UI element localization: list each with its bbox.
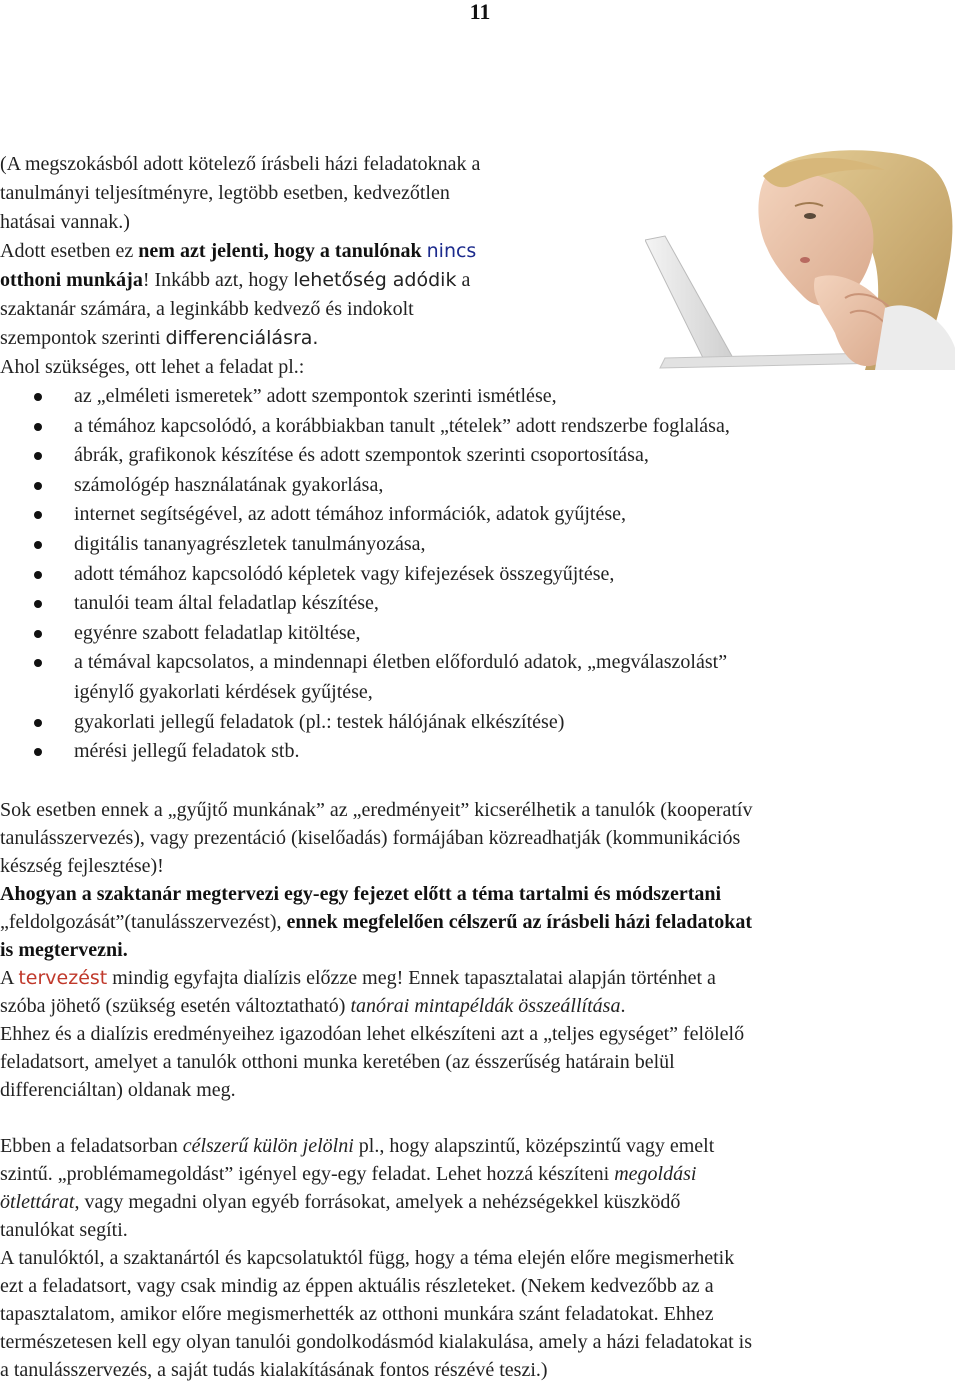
intro-line: szaktanár számára, a leginkább kedvező és indokolt: [0, 298, 414, 320]
text-run: szintű. „problémamegoldást” igényel egy-egy feladat. Lehet hozzá készíteni: [0, 1163, 615, 1185]
bullet-icon: [34, 630, 42, 638]
intro-line: [0, 237, 640, 266]
text-run: a: [456, 269, 471, 291]
list-item: [0, 441, 950, 471]
text-run: „feldolgozását”(tanulásszervezést),: [0, 911, 287, 933]
list-item-text: igénylő gyakorlati kérdések gyűjtése,: [74, 680, 373, 703]
list-item-text: egyénre szabott feladatlap kitöltése,: [74, 621, 361, 644]
text-line: készség fejlesztése)!: [0, 855, 164, 877]
bullet-icon: [34, 482, 42, 490]
list-item-text: a témához kapcsolódó, a korábbiakban tanult „tételek” adott rendszerbe foglalása,: [74, 414, 730, 437]
bullet-icon: [34, 511, 42, 519]
list-item: [0, 560, 950, 590]
text-run: szempontok szerinti: [0, 327, 166, 349]
italic-text: célszerű külön jelölni: [182, 1135, 354, 1157]
list-item: [0, 619, 950, 649]
text-run: mindig egyfajta dialízis előzze meg! Ennek tapasztalatai alapján történhet a: [107, 967, 716, 989]
body-text: [0, 796, 952, 1384]
text-line: tanulásszervezés), vagy prezentáció (kiselőadás) formájában közreadhatják (kommunikációs: [0, 827, 741, 849]
text-run: A: [0, 967, 19, 989]
intro-line: Ahol szükséges, ott lehet a feladat pl.:: [0, 356, 305, 378]
emphasis-differencialas: differenciálásra.: [165, 327, 319, 349]
text-line: differenciáltan) oldanak meg.: [0, 1079, 236, 1101]
bold-text: otthoni munkája: [0, 269, 143, 291]
list-item-text: adott témához kapcsolódó képletek vagy kifejezések összegyűjtése,: [74, 562, 615, 585]
bold-text: ennek megfelelően célszerű az írásbeli házi feladatokat: [286, 911, 752, 933]
list-item: [0, 500, 950, 530]
text-line: tapasztalatom, amikor előre megismerhették az otthoni munkára szánt feladatokat. Ehhez: [0, 1303, 714, 1325]
text-run: Ebben a feladatsorban: [0, 1135, 183, 1157]
bullet-icon: [34, 452, 42, 460]
woman-laptop-photo: [645, 148, 955, 370]
list-item-text: internet segítségével, az adott témához információk, adatok gyűjtése,: [74, 503, 627, 526]
list-item-text: a témával kapcsolatos, a mindennapi életben előforduló adatok, „megválaszolást”: [74, 651, 728, 674]
bullet-icon: [34, 423, 42, 431]
bullet-icon: [34, 393, 42, 401]
italic-text: ötlettárat: [0, 1191, 75, 1213]
emphasis-nincs: nincs: [426, 240, 477, 262]
paragraph: [0, 964, 952, 1020]
bullet-icon: [34, 541, 42, 549]
intro-text: [0, 150, 640, 382]
paragraph: [0, 880, 952, 964]
intro-line: tanulmányi teljesítményre, legtöbb esetben, kedvezőtlen: [0, 182, 450, 204]
page-number: 11: [469, 0, 491, 24]
bold-text: Ahogyan a szaktanár megtervezi egy-egy fejezet előtt a téma tartalmi és módszertani: [0, 883, 722, 905]
text-run: .: [620, 995, 626, 1017]
list-item-text: tanulói team által feladatlap készítése,: [74, 592, 379, 615]
text-line: A tanulóktól, a szaktanártól és kapcsolatuktól függ, hogy a téma elején előre megismerhetik: [0, 1247, 735, 1269]
text-line: a tanulásszervezés, a saját tudás kialakításának fontos részévé teszi.): [0, 1359, 548, 1381]
text-line: ezt a feladatsort, vagy csak mindig az éppen aktuális részleteket. (Nekem kedvezőbb az a: [0, 1275, 714, 1297]
list-item-text: ábrák, grafikonok készítése és adott szempontok szerinti csoportosítása,: [74, 444, 649, 467]
list-item: [0, 708, 950, 738]
list-item-text: az „elméleti ismeretek” adott szempontok szerinti ismétlése,: [74, 385, 557, 407]
emphasis-tervezest: tervezést: [18, 967, 108, 989]
text-line: feladatsort, amelyet a tanulók otthoni munka keretében (az ésszerűség határain belül: [0, 1051, 675, 1073]
paragraph: [0, 796, 952, 880]
list-item: [0, 648, 950, 678]
list-item-text: digitális tananyagrészletek tanulmányozása,: [74, 532, 426, 555]
paragraph: [0, 1244, 952, 1384]
intro-line: [0, 266, 640, 295]
bullet-icon: [34, 571, 42, 579]
intro-line: hatásai vannak.): [0, 211, 130, 233]
text-run: ! Inkább azt, hogy: [142, 269, 294, 291]
emphasis-lehetoseg: lehetőség adódik: [293, 269, 457, 291]
list-item: [0, 471, 950, 501]
list-item-text: gyakorlati jellegű feladatok (pl.: testek hálójának elkészítése): [74, 710, 565, 733]
text-run: pl., hogy alapszintű, középszintű vagy emelt: [353, 1135, 715, 1157]
text-line: tanulókat segíti.: [0, 1219, 128, 1241]
bullet-icon: [34, 748, 42, 756]
text-line: Ehhez és a dialízis eredményeihez igazodóan lehet elkészíteni azt a „teljes egységet” felölelő: [0, 1023, 745, 1045]
list-item: [0, 589, 950, 619]
bold-text: is megtervezni.: [0, 939, 128, 961]
bold-text: nem azt jelenti, hogy a tanulónak: [138, 240, 427, 262]
task-list: [0, 382, 950, 767]
italic-text: megoldási: [614, 1163, 697, 1185]
list-item-text: számológép használatának gyakorlása,: [74, 473, 384, 496]
bullet-icon: [34, 719, 42, 727]
paragraph-gap: [0, 1104, 952, 1132]
list-item: [0, 412, 950, 442]
paragraph: [0, 1020, 952, 1104]
list-item: [0, 530, 950, 560]
text-run: szóba jöhető (szükség esetén változtatható): [0, 995, 351, 1017]
list-item: [0, 737, 950, 767]
text-run: Adott esetben ez: [0, 240, 139, 262]
list-item-continuation: [0, 678, 950, 708]
list-item-text: mérési jellegű feladatok stb.: [74, 740, 300, 763]
intro-line: (A megszokásból adott kötelező írásbeli házi feladatoknak a: [0, 153, 481, 175]
intro-line: [0, 324, 640, 353]
list-item: [0, 382, 950, 412]
text-line: Sok esetben ennek a „gyűjtő munkának” az „eredményeit” kicserélhetik a tanulók (kooperatív: [0, 799, 753, 821]
bullet-icon: [34, 659, 42, 667]
text-line: természetesen kell egy olyan tanulói gondolkodásmód kialakulása, amely a házi feladatokat is: [0, 1331, 752, 1353]
paragraph: [0, 1132, 952, 1244]
bullet-icon: [34, 600, 42, 608]
italic-text: tanórai mintapéldák összeállítása: [350, 995, 621, 1017]
text-run: , vagy megadni olyan egyéb forrásokat, amelyek a nehézségekkel küszködő: [74, 1191, 681, 1213]
